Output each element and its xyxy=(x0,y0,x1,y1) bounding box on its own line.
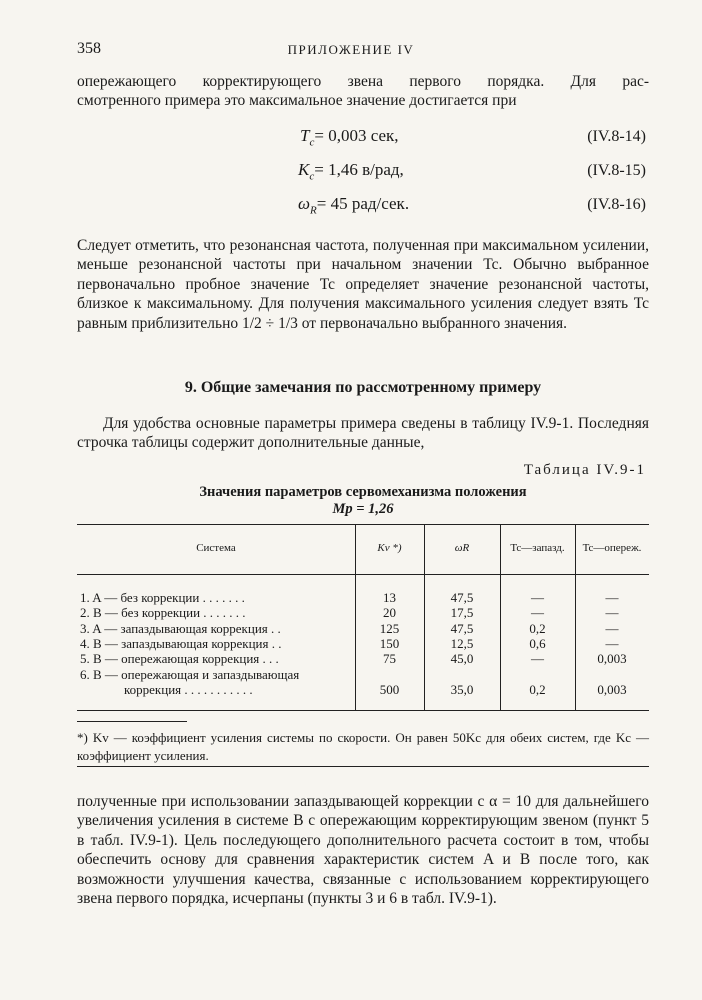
table-cell-tc-lead: — xyxy=(605,635,619,651)
table-header-kv: Kv *) xyxy=(377,542,402,554)
table-cell-kv: 500 xyxy=(379,681,400,697)
intro-text xyxy=(77,72,649,111)
table-cell-wr: 17,5 xyxy=(450,605,474,621)
table-cell-tc-lead: 0,003 xyxy=(597,681,627,697)
equation-2-rhs: = 1,46 в/рад, xyxy=(314,160,404,179)
table-cell-tc-lag: 0,6 xyxy=(529,635,546,651)
page-number: 358 xyxy=(77,40,101,57)
table-cell-kv: 150 xyxy=(379,635,400,651)
paragraph-2: Для удобства основные параметры примера сведены в таблицу IV.9-1. Последняя строчка таблицы содержит дополнительные данные, xyxy=(77,415,649,452)
table-header-tc-lead: Tc—опереж. xyxy=(582,542,642,554)
paragraph-1: Следует отметить, что резонансная частота, полученная при максимальном усилении, меньше резонансной частоты при начальном значении Tc. Обычно выбранное первоначально пробное значение Tc определяет значение резонансной частоты, близкое к максимальному. Для получения максимального усиления следует взять Tc равным приблизительно 1/2 ÷ 1/3 от первоначально выбранного значения. xyxy=(77,237,649,332)
equation-3-sub: R xyxy=(310,204,317,217)
table-cell-tc-lead: — xyxy=(605,590,619,605)
table-cell-tc-lag: 0,2 xyxy=(529,620,546,636)
equation-1-number: (IV.8-14) xyxy=(587,128,646,145)
equation-1-sub: c xyxy=(309,136,315,149)
footnote-rule xyxy=(77,721,187,722)
equation-2-number: (IV.8-15) xyxy=(587,162,646,179)
table-row-system: 2. B — без коррекции . . . . . . . xyxy=(80,605,246,621)
equation-1-lhs: T xyxy=(300,126,310,145)
equation-1 xyxy=(300,126,399,148)
table-row-system: 4. B — запаздывающая коррекция . . xyxy=(80,635,282,651)
footnote: *) Kv — коэффициент усиления системы по скорости. Он равен 50Kc для обеих систем, где Kc — коэффициент усиления. xyxy=(77,730,649,763)
equation-3-lhs: ω xyxy=(298,194,311,213)
table-cell-wr: 47,5 xyxy=(450,590,474,605)
table-header-rule xyxy=(77,574,649,575)
table-row-system: 3. A — запаздывающая коррекция . . xyxy=(80,620,281,636)
table-label: Таблица IV.9-1 xyxy=(523,462,646,478)
intro-line-2: смотренного примера это максимальное значение достигается при xyxy=(77,92,517,110)
table-row-system-cont: коррекция . . . . . . . . . . . xyxy=(124,681,253,697)
table-cell-kv: 125 xyxy=(379,620,400,636)
table-bottom-rule xyxy=(77,710,649,711)
running-title: ПРИЛОЖЕНИЕ IV xyxy=(287,42,415,57)
intro-line-1: опережающего корректирующего звена первого порядка. Для рас- xyxy=(77,73,649,90)
table-row-system: 5. B — опережающая коррекция . . . xyxy=(80,651,279,667)
table-header-tc-lag: Tc—запазд. xyxy=(510,542,565,554)
table-cell-wr: 47,5 xyxy=(450,620,474,636)
table-cell-wr: 45,0 xyxy=(450,651,474,667)
table-cell-kv: 75 xyxy=(383,651,396,667)
table-cell-tc-lead: — xyxy=(605,620,619,636)
equation-2-sub: c xyxy=(309,170,315,183)
equation-1-rhs: = 0,003 сек, xyxy=(314,126,399,145)
table-cell-tc-lag: — xyxy=(531,590,544,605)
table-cell-tc-lag: — xyxy=(531,651,544,667)
footnote-bottom-rule xyxy=(77,766,649,767)
table-row-system: 1. A — без коррекции . . . . . . . xyxy=(80,590,245,605)
table-cell-wr: 35,0 xyxy=(450,681,474,697)
equation-3 xyxy=(298,194,409,216)
table-cell-tc-lead: 0,003 xyxy=(597,651,627,667)
table-title-line: Значения параметров сервомеханизма положения xyxy=(199,484,527,500)
table-cell-kv: 20 xyxy=(383,605,396,621)
equation-3-number: (IV.8-16) xyxy=(587,196,646,213)
equation-2-lhs: K xyxy=(298,160,310,179)
table-top-rule xyxy=(77,524,649,525)
table-header-wr: ωR xyxy=(454,542,470,554)
section-title: 9. Общие замечания по рассмотренному примеру xyxy=(184,379,542,396)
paragraph-3: полученные при использовании запаздывающей коррекции с α = 10 для дальнейшего увеличения усиления в системе B с опережающим корректирующим звеном (пункт 5 в табл. IV.9-1). Цель последующего дополнительного расчета состоит в том, чтобы обеспечить основу для сравнения характеристик систем A и B после того, как возможности улучшения качества, связанные с использованием корректирующего звена первого порядка, исчерпаны (пункты 3 и 6 в табл. IV.9-1). xyxy=(77,793,649,908)
table-title xyxy=(77,484,649,518)
equation-2 xyxy=(298,160,404,182)
table-cell-kv: 13 xyxy=(383,590,396,605)
equation-3-rhs: = 45 рад/сек. xyxy=(316,194,410,213)
table-subtitle: Mp = 1,26 xyxy=(332,501,394,517)
table-cell-tc-lead: — xyxy=(605,605,619,621)
table-cell-tc-lag: — xyxy=(531,605,544,621)
table-header-system: Система xyxy=(196,542,236,554)
table-cell-wr: 12,5 xyxy=(450,635,474,651)
table-row-system: 6. B — опережающая и запаздывающая xyxy=(80,666,300,682)
table-cell-tc-lag: 0,2 xyxy=(529,681,546,697)
